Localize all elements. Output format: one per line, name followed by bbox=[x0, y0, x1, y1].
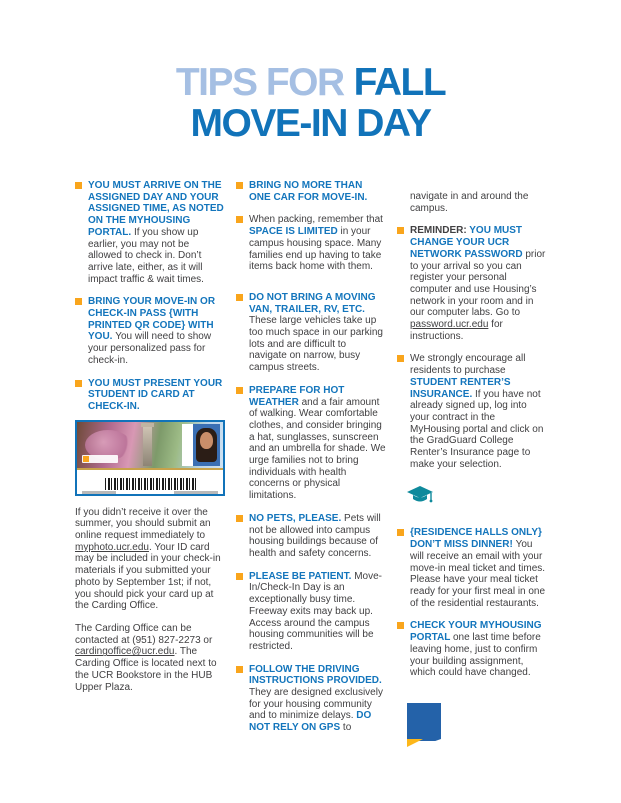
highlight-text: YOU MUST CHANGE YOUR UCR NETWORK PASSWORD bbox=[410, 225, 526, 260]
title-fall: FALL bbox=[353, 61, 446, 104]
bullet-item bbox=[236, 571, 386, 653]
body-text: You will need to show your personalized pass for check-in. bbox=[88, 331, 212, 366]
card-gold-line bbox=[77, 468, 223, 470]
bullet-square-icon bbox=[75, 380, 82, 387]
body-text: If you show up earlier, you may not be allowed to check in. Don’t arrive late, either, as it will impact traffic & wait times. bbox=[88, 226, 204, 285]
uc-shield-gold-wedge bbox=[407, 739, 423, 747]
highlight-text: CHECK YOUR MYHOUSING PORTAL bbox=[410, 620, 542, 644]
body-text: Pets will not be allowed into campus housing buildings because of health and safety concerns. bbox=[249, 512, 381, 559]
highlight-text: YOU MUST ARRIVE ON THE ASSIGNED DAY AND YOUR ASSIGNED TIME, AS NOTED ON THE MYHOUSING PORTAL. bbox=[88, 180, 224, 238]
bullet-item bbox=[236, 664, 386, 734]
body-text: You will receive an email with your move-in meal ticket and times. Please have your meal ticket ready for your first meal in one of the residential restaurants. bbox=[410, 539, 546, 609]
inline-link[interactable]: password.ucr.edu bbox=[410, 319, 489, 331]
bullet-square-icon bbox=[236, 573, 243, 580]
highlight-text: BRING YOUR MOVE-IN OR CHECK-IN PASS {WITH PRINTED QR CODE} WITH YOU. bbox=[88, 296, 216, 343]
bullet-item bbox=[236, 513, 386, 560]
highlight-text: BRING NO MORE THAN ONE CAR FOR MOVE-IN. bbox=[249, 180, 368, 203]
body-text: prior to your arrival so you can register your personal computer and use Housing’s network in your room and in our computer labs. Go to bbox=[410, 248, 546, 319]
body-text: navigate in and around the campus. bbox=[410, 191, 529, 214]
column-2 bbox=[236, 180, 386, 741]
body-text: to bbox=[340, 722, 352, 734]
card-microtext-left bbox=[82, 491, 116, 494]
gradguard-logo bbox=[407, 482, 547, 516]
bullet-item bbox=[236, 214, 386, 273]
bullet-square-icon bbox=[397, 622, 404, 629]
highlight-text: NO PETS, PLEASE. bbox=[249, 512, 345, 524]
highlight-text: PREPARE FOR HOT WEATHER bbox=[249, 384, 345, 408]
body-text: . The Carding Office is located next to the UCR Bookstore in the HUB Upper Plaza. bbox=[75, 646, 217, 693]
bullet-item bbox=[75, 296, 225, 366]
student-id-card-image bbox=[75, 420, 225, 496]
bullet-square-icon bbox=[397, 529, 404, 536]
inline-link[interactable]: cardingoffice@ucr.edu bbox=[75, 646, 175, 658]
bullet-item bbox=[236, 385, 386, 502]
content-columns bbox=[75, 180, 547, 741]
bullet-square-icon bbox=[236, 216, 243, 223]
title-line-1 bbox=[0, 62, 621, 103]
title-tips-for: TIPS FOR bbox=[175, 61, 344, 104]
bullet-square-icon bbox=[75, 182, 82, 189]
paragraph bbox=[75, 507, 225, 612]
bullet-square-icon bbox=[236, 182, 243, 189]
highlight-text: FOLLOW THE DRIVING INSTRUCTIONS PROVIDED. bbox=[249, 663, 382, 687]
card-bell-tower bbox=[143, 426, 152, 466]
body-text: . Your ID card may be included in your check-in materials if you submitted your photo by September 1st; if not, you should pick your card up at the Carding Office. bbox=[75, 541, 221, 612]
highlight-text: DO NOT BRING A MOVING VAN, TRAILER, RV, ETC. bbox=[249, 291, 376, 315]
uc-shield-notch bbox=[421, 739, 441, 746]
bullet-item bbox=[397, 353, 547, 470]
highlight-text: {RESIDENCE HALLS ONLY} DON’T MISS DINNER! bbox=[410, 527, 542, 551]
bullet-item bbox=[236, 180, 386, 203]
highlight-text: YOU MUST PRESENT YOUR STUDENT ID CARD AT CHECK-IN. bbox=[88, 377, 223, 412]
column-3 bbox=[397, 180, 547, 741]
bullet-square-icon bbox=[236, 387, 243, 394]
column-1 bbox=[75, 180, 225, 741]
highlight-text: SPACE IS LIMITED bbox=[249, 226, 338, 238]
ucr-wordblock bbox=[446, 703, 448, 705]
card-student-strip bbox=[182, 424, 193, 466]
body-text: We strongly encourage all residents to purchase bbox=[410, 353, 526, 377]
body-text: for instructions. bbox=[410, 319, 503, 342]
page-title bbox=[0, 62, 621, 144]
body-text: Move-In/Check-In Day is an exceptionally busy time. Freeway exits may back up. Access around the campus housing communities will be restricted. bbox=[249, 570, 382, 652]
body-text: If you didn’t receive it over the summer, you should submit an online request immediately to bbox=[75, 506, 211, 542]
card-barcode bbox=[105, 478, 197, 490]
bullet-item bbox=[397, 620, 547, 679]
ucr-housing-logo bbox=[407, 703, 547, 741]
paragraph bbox=[75, 623, 225, 693]
bullet-square-icon bbox=[75, 298, 82, 305]
bullet-square-icon bbox=[236, 666, 243, 673]
bullet-item bbox=[397, 527, 547, 609]
bullet-item bbox=[75, 378, 225, 413]
body-text: When packing, remember that bbox=[249, 214, 383, 226]
inline-link[interactable]: myphoto.ucr.edu bbox=[75, 541, 149, 553]
bullet-item bbox=[397, 225, 547, 342]
card-microtext-right bbox=[174, 491, 218, 494]
body-text: one last time before leaving home, just to confirm your building assignment, which could have changed. bbox=[410, 632, 541, 679]
highlight-text: DO NOT RELY ON GPS bbox=[249, 710, 372, 734]
graduation-cap-icon bbox=[407, 486, 433, 511]
body-text: The Carding Office can be contacted at (951) 827-2273 or bbox=[75, 622, 213, 646]
bullet-square-icon bbox=[397, 227, 404, 234]
card-photo-face bbox=[200, 432, 213, 449]
highlight-text: STUDENT RENTER’S INSURANCE. bbox=[410, 376, 511, 400]
title-line-2: MOVE-IN DAY bbox=[190, 102, 431, 145]
card-logo bbox=[82, 455, 118, 463]
body-text: If you have not already signed up, log into your contract in the MyHousing portal and click on the GradGuard College Renter’s Insurance page to make your selection. bbox=[410, 388, 544, 470]
bullet-item bbox=[75, 180, 225, 285]
body-text: REMINDER: bbox=[410, 225, 470, 237]
uc-shield-icon bbox=[407, 703, 441, 741]
bullet-item bbox=[236, 292, 386, 374]
highlight-text: PLEASE BE PATIENT. bbox=[249, 570, 355, 582]
bullet-square-icon bbox=[236, 294, 243, 301]
bullet-square-icon bbox=[397, 355, 404, 362]
body-text: and a fair amount of walking. Wear comfortable clothes, and consider bringing a hat, sunglasses, sunscreen and an umbrella for shade. We urge families not to bring individuals with health concerns or physical limitations. bbox=[249, 396, 386, 502]
card-student-photo bbox=[193, 424, 220, 466]
paragraph bbox=[397, 191, 547, 214]
bullet-square-icon bbox=[236, 515, 243, 522]
body-text: They are designed exclusively for your housing community and to minimize delays. bbox=[249, 687, 383, 722]
body-text: in your campus housing space. Many families end up having to take items back home with them. bbox=[249, 226, 382, 273]
body-text: These large vehicles take up too much space in our parking lots and are difficult to navigate on narrow, busy campus streets. bbox=[249, 315, 383, 374]
